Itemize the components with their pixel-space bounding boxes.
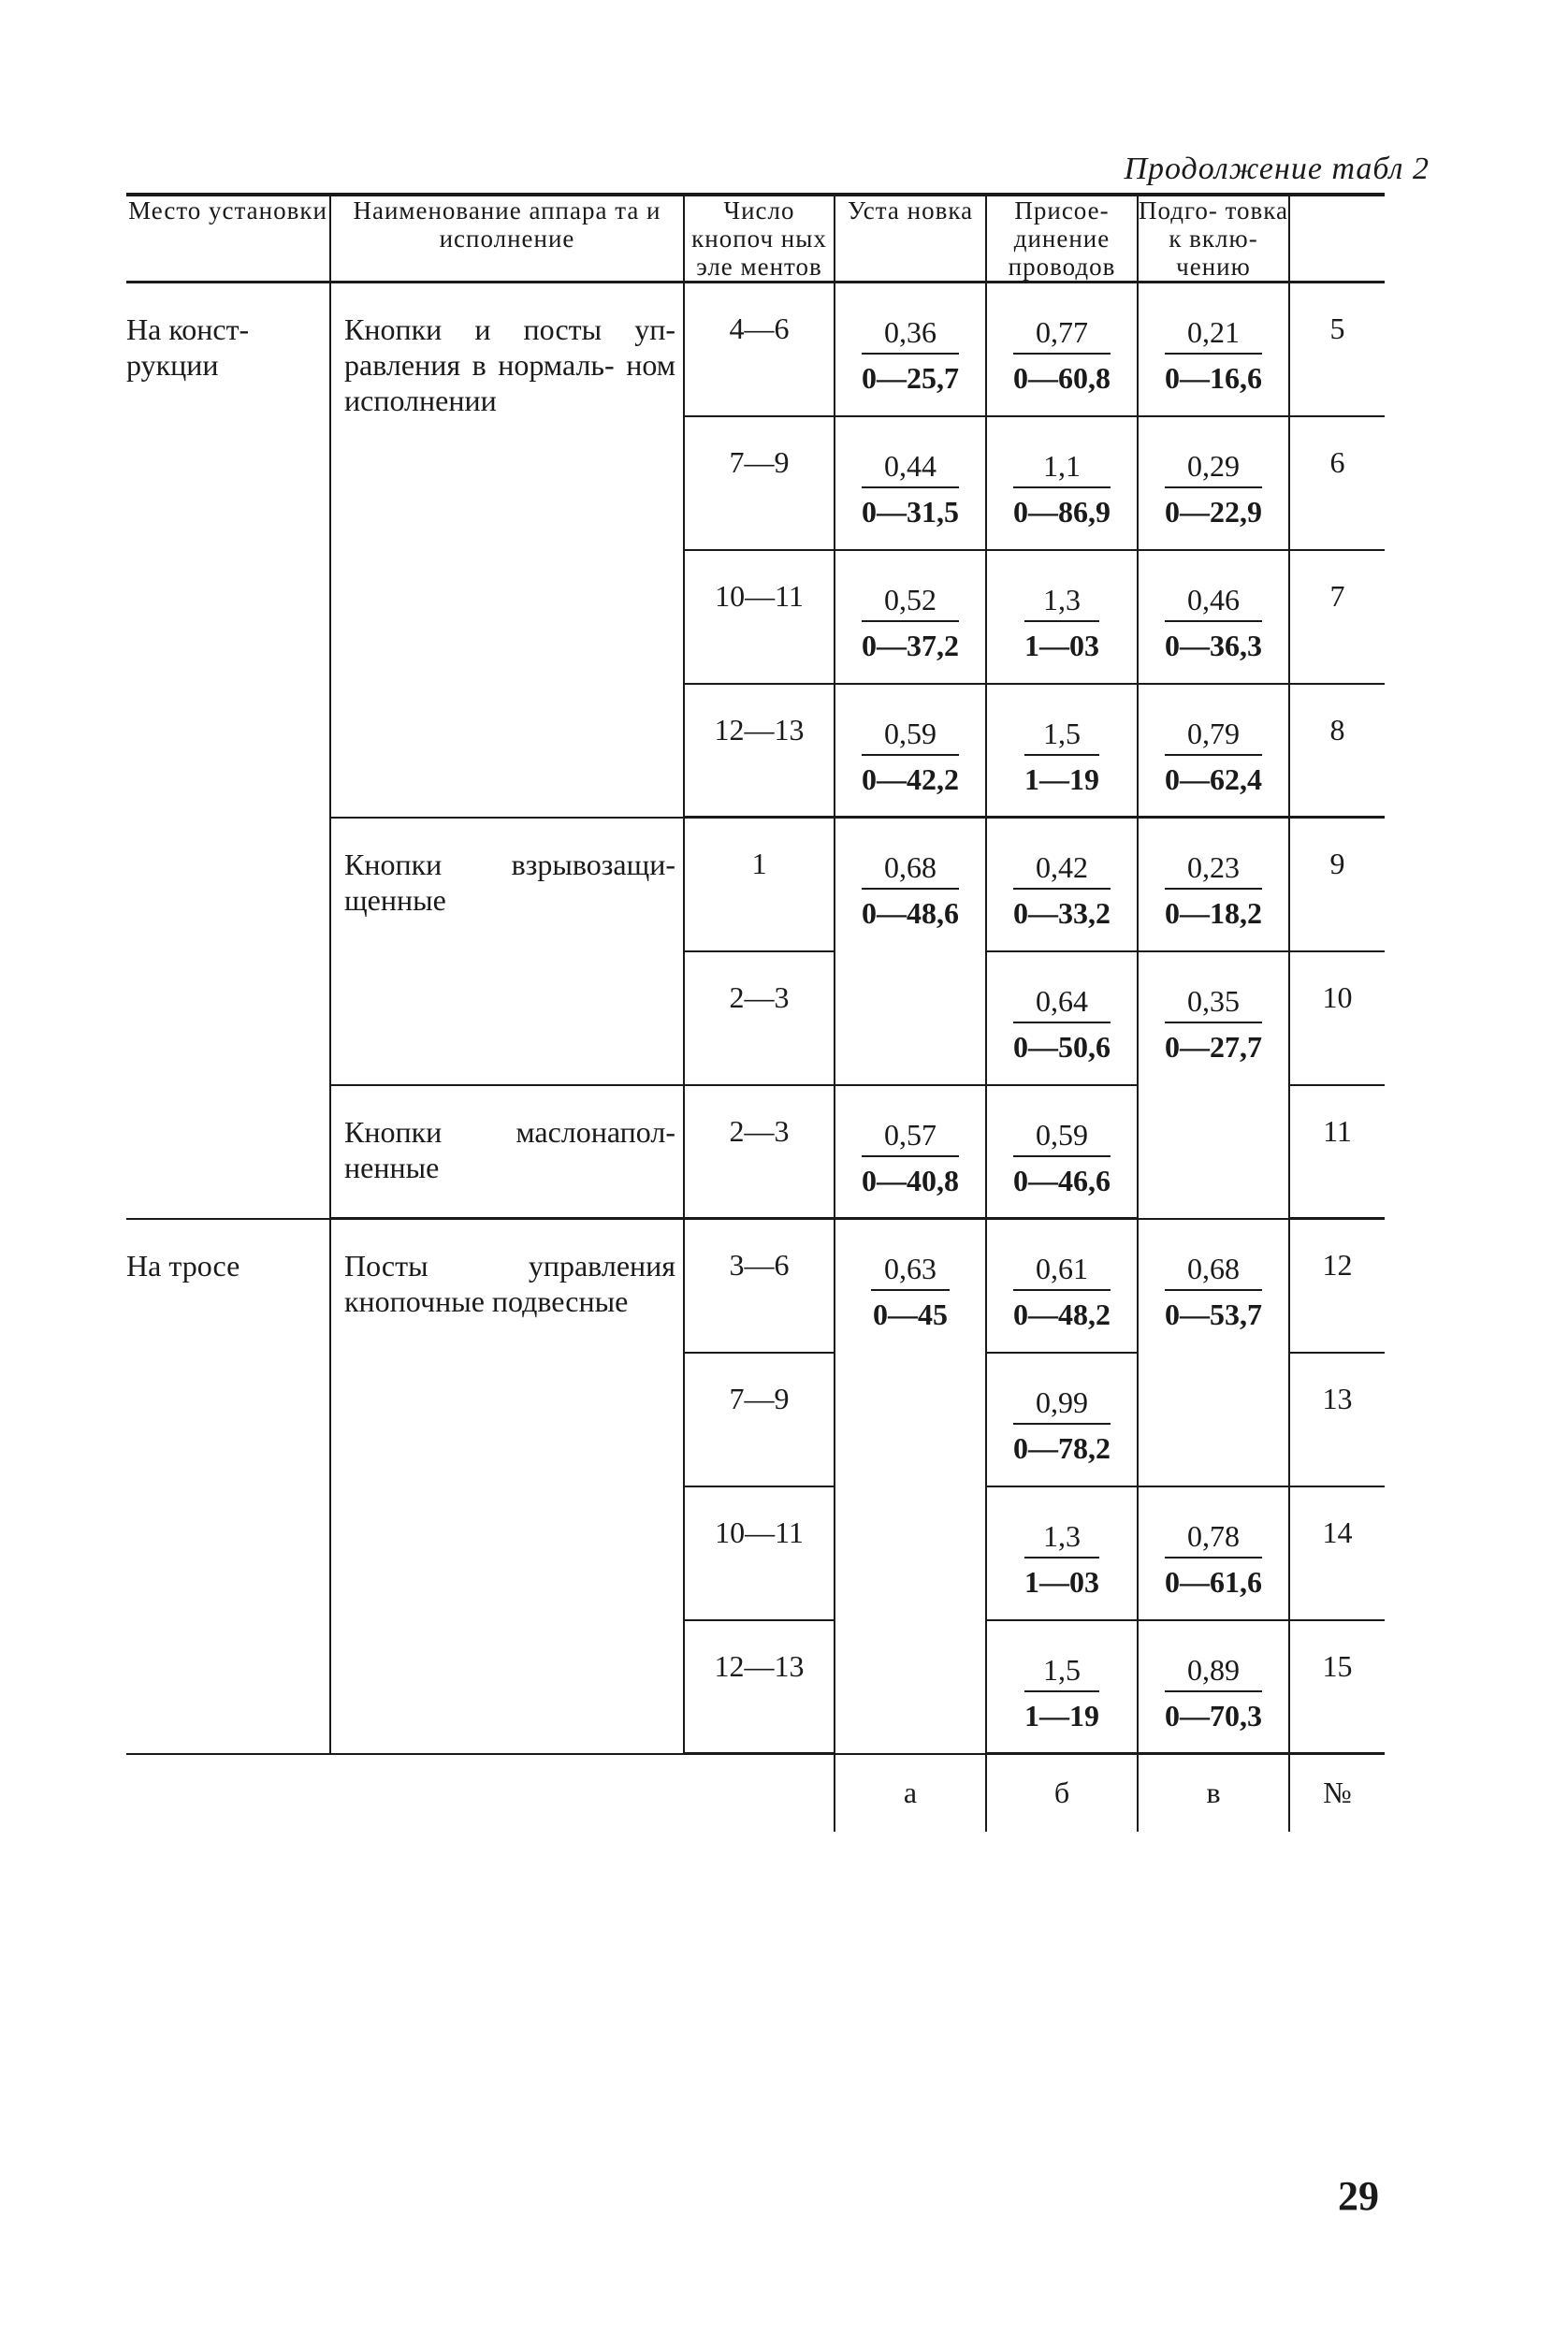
count-cell: 7—9: [684, 416, 835, 550]
table-caption: Продолжение табл 2: [1124, 152, 1430, 186]
row-number: 8: [1289, 684, 1385, 818]
prepare-bottom: 0—36,3: [1165, 628, 1262, 662]
connect-bottom: 1—19: [1024, 1698, 1099, 1732]
header-place: Место установки: [126, 195, 330, 283]
row-number: 14: [1289, 1486, 1385, 1620]
count-cell: 12—13: [684, 684, 835, 818]
connect-top: 1,5: [1024, 717, 1099, 756]
prepare-top: 0,23: [1165, 850, 1262, 890]
install-top: 0,63: [871, 1252, 950, 1291]
connect-top: 0,59: [1013, 1118, 1111, 1157]
install-cell: [835, 550, 986, 684]
footer-number-sign: №: [1289, 1754, 1385, 1833]
connect-cell: [986, 1620, 1138, 1754]
place-structure: На конст- рукции: [126, 283, 330, 1219]
connect-bottom: 0—48,2: [1013, 1297, 1111, 1331]
prepare-top: 0,46: [1165, 583, 1262, 622]
connect-top: 1,3: [1024, 583, 1099, 622]
install-bottom: 0—37,2: [862, 628, 959, 662]
connect-cell: [986, 416, 1138, 550]
header-count: Число кнопоч ных эле ментов: [684, 195, 835, 283]
row-number: 7: [1289, 550, 1385, 684]
prepare-bottom: 0—70,3: [1165, 1698, 1262, 1732]
prepare-cell: [1138, 416, 1289, 550]
header-install: Уста новка: [835, 195, 986, 283]
install-top: 0,59: [862, 717, 959, 756]
header-connect: Присое- динение проводов: [986, 195, 1138, 283]
table-row: [126, 1219, 1385, 1353]
connect-top: 1,3: [1024, 1519, 1099, 1558]
prepare-cell: [1138, 684, 1289, 818]
connect-cell: [986, 1486, 1138, 1620]
place-cable: На тросе: [126, 1219, 330, 1754]
prepare-top: 0,29: [1165, 449, 1262, 488]
connect-top: 0,99: [1013, 1385, 1111, 1425]
connect-cell: [986, 1085, 1138, 1219]
prepare-cell: [1138, 951, 1289, 1219]
prepare-top: 0,89: [1165, 1653, 1262, 1692]
prepare-bottom: 0—62,4: [1165, 761, 1262, 796]
row-number: 10: [1289, 951, 1385, 1085]
row-number: 11: [1289, 1085, 1385, 1219]
name-pendant: Посты управления кнопочные подвесные: [330, 1219, 684, 1754]
prepare-bottom: 0—16,6: [1165, 361, 1262, 395]
count-cell: 2—3: [684, 1085, 835, 1219]
footer-blank: [330, 1754, 684, 1833]
install-top: 0,57: [862, 1118, 959, 1157]
install-top: 0,52: [862, 583, 959, 622]
connect-bottom: 1—19: [1024, 761, 1099, 796]
install-bottom: 0—40,8: [862, 1163, 959, 1197]
connect-top: 0,42: [1013, 850, 1111, 890]
count-cell: 2—3: [684, 951, 835, 1085]
install-cell: [835, 1219, 986, 1754]
connect-cell: [986, 550, 1138, 684]
connect-top: 0,77: [1013, 315, 1111, 355]
prepare-cell: [1138, 1620, 1289, 1754]
install-bottom: 0—31,5: [862, 494, 959, 529]
header-number: [1289, 195, 1385, 283]
row-number: 12: [1289, 1219, 1385, 1353]
header-row: [126, 195, 1385, 283]
prepare-cell: [1138, 550, 1289, 684]
install-bottom: 0—25,7: [862, 361, 959, 395]
page-number: 29: [1338, 2173, 1379, 2219]
name-oil-filled: Кнопки маслонапол- ненные: [330, 1085, 684, 1219]
row-number: 5: [1289, 283, 1385, 416]
connect-cell: [986, 684, 1138, 818]
prepare-bottom: 0—53,7: [1165, 1297, 1262, 1331]
connect-top: 1,5: [1024, 1653, 1099, 1692]
norms-table: [126, 193, 1385, 1832]
prepare-cell: [1138, 1486, 1289, 1620]
row-number: 13: [1289, 1353, 1385, 1486]
footer-letter-b: б: [986, 1754, 1138, 1833]
prepare-cell: [1138, 283, 1289, 416]
footer-letter-c: в: [1138, 1754, 1289, 1833]
count-cell: 3—6: [684, 1219, 835, 1353]
install-cell: [835, 684, 986, 818]
connect-top: 0,64: [1013, 984, 1111, 1023]
connect-cell: [986, 283, 1138, 416]
install-top: 0,36: [862, 315, 959, 355]
prepare-top: 0,68: [1165, 1252, 1262, 1291]
footer-row: [126, 1754, 1385, 1833]
count-cell: 1: [684, 818, 835, 951]
install-cell: [835, 1085, 986, 1219]
prepare-bottom: 0—18,2: [1165, 896, 1262, 930]
table-row: [126, 283, 1385, 416]
install-top: 0,68: [862, 850, 959, 890]
count-cell: 10—11: [684, 1486, 835, 1620]
footer-letter-a: а: [835, 1754, 986, 1833]
name-normal: Кнопки и посты уп- равления в нормаль- ном исполнении: [330, 283, 684, 818]
count-cell: 7—9: [684, 1353, 835, 1486]
header-name: Наименование аппара та и исполнение: [330, 195, 684, 283]
install-top: 0,44: [862, 449, 959, 488]
connect-bottom: 0—60,8: [1013, 361, 1111, 395]
header-prepare: Подго- товка к вклю- чению: [1139, 196, 1288, 281]
row-number: 9: [1289, 818, 1385, 951]
count-cell: 4—6: [684, 283, 835, 416]
connect-cell: [986, 1219, 1138, 1353]
footer-blank: [684, 1754, 835, 1833]
install-cell: [835, 416, 986, 550]
row-number: 6: [1289, 416, 1385, 550]
row-number: 15: [1289, 1620, 1385, 1754]
connect-cell: [986, 818, 1138, 951]
connect-top: 0,61: [1013, 1252, 1111, 1291]
count-cell: 12—13: [684, 1620, 835, 1754]
footer-blank: [126, 1754, 330, 1833]
connect-bottom: 0—78,2: [1013, 1430, 1111, 1465]
install-bottom: 0—42,2: [862, 761, 959, 796]
name-explosion-proof: Кнопки взрывозащи- щенные: [330, 818, 684, 1085]
install-bottom: 0—45: [873, 1297, 948, 1331]
install-cell: [835, 283, 986, 416]
prepare-bottom: 0—61,6: [1165, 1564, 1262, 1599]
prepare-top: 0,35: [1165, 984, 1262, 1023]
count-cell: 10—11: [684, 550, 835, 684]
prepare-bottom: 0—22,9: [1165, 494, 1262, 529]
prepare-top: 0,21: [1165, 315, 1262, 355]
install-bottom: 0—48,6: [862, 896, 959, 930]
connect-bottom: 1—03: [1024, 1564, 1099, 1599]
prepare-top: 0,79: [1165, 717, 1262, 756]
install-cell: [835, 818, 986, 1085]
prepare-cell: [1138, 1219, 1289, 1486]
connect-cell: [986, 1353, 1138, 1486]
connect-bottom: 1—03: [1024, 628, 1099, 662]
prepare-top: 0,78: [1165, 1519, 1262, 1558]
connect-cell: [986, 951, 1138, 1085]
prepare-cell: [1138, 818, 1289, 951]
connect-bottom: 0—46,6: [1013, 1163, 1111, 1197]
connect-top: 1,1: [1013, 449, 1111, 488]
connect-bottom: 0—33,2: [1013, 896, 1111, 930]
prepare-bottom: 0—27,7: [1165, 1029, 1262, 1064]
connect-bottom: 0—86,9: [1013, 494, 1111, 529]
connect-bottom: 0—50,6: [1013, 1029, 1111, 1064]
